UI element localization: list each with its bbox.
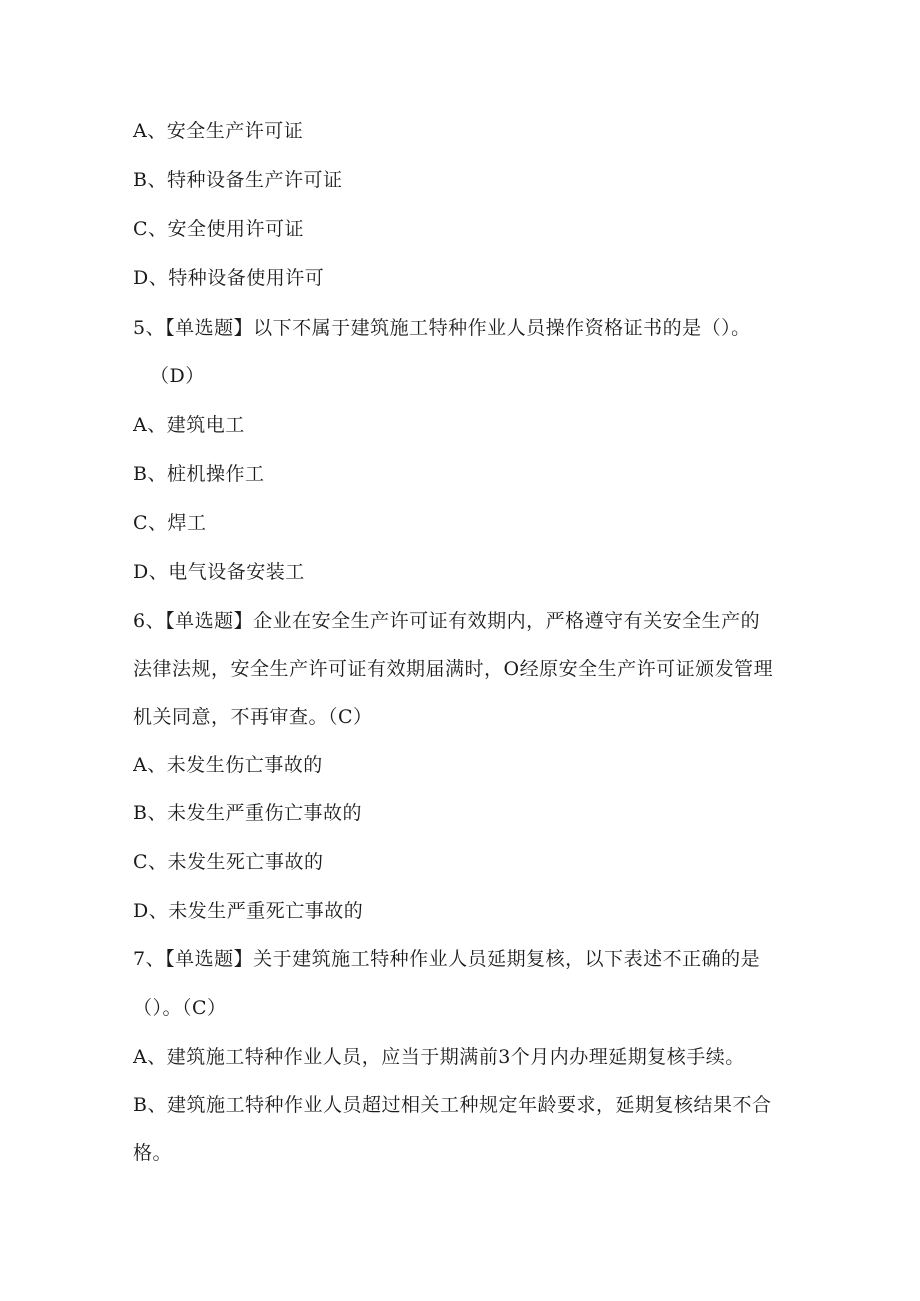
question-6-text-line-1: 6、【单选题】企业在安全生产许可证有效期内，严格遵守有关安全生产的 — [133, 610, 761, 632]
question-6-text-line-2: 法律法规，安全生产许可证有效期届满时，O经原安全生产许可证颁发管理 — [133, 658, 774, 680]
option-d-q6: D、未发生严重死亡事故的 — [133, 900, 364, 922]
option-d-q4: D、特种设备使用许可 — [133, 267, 325, 289]
option-a-q6: A、未发生伤亡事故的 — [133, 754, 323, 776]
option-b-q5: B、桩机操作工 — [133, 463, 265, 485]
question-7-text-line-1: 7、【单选题】关于建筑施工特种作业人员延期复核，以下表述不正确的是 — [133, 948, 761, 970]
option-d-q5: D、电气设备安装工 — [133, 561, 305, 583]
option-c-q5: C、焊工 — [133, 512, 207, 534]
option-b-q4: B、特种设备生产许可证 — [133, 169, 343, 191]
option-b-q7-line-2: 格。 — [133, 1142, 173, 1164]
question-6-text-line-3: 机关同意，不再审查。（C） — [133, 706, 373, 728]
option-a-q5: A、建筑电工 — [133, 414, 245, 436]
option-b-q7-line-1: B、建筑施工特种作业人员超过相关工种规定年龄要求，延期复核结果不合 — [133, 1094, 772, 1116]
option-a-q4: A、安全生产许可证 — [133, 120, 304, 142]
question-5-text: 5、【单选题】以下不属于建筑施工特种作业人员操作资格证书的是（）。 — [133, 317, 751, 339]
option-a-q7: A、建筑施工特种作业人员，应当于期满前3个月内办理延期复核手续。 — [133, 1046, 745, 1068]
option-b-q6: B、未发生严重伤亡事故的 — [133, 802, 362, 824]
question-7-text-line-2: （）。（C） — [133, 997, 227, 1019]
option-c-q4: C、安全使用许可证 — [133, 218, 305, 240]
question-5-answer: （D） — [150, 365, 205, 387]
option-c-q6: C、未发生死亡事故的 — [133, 851, 324, 873]
